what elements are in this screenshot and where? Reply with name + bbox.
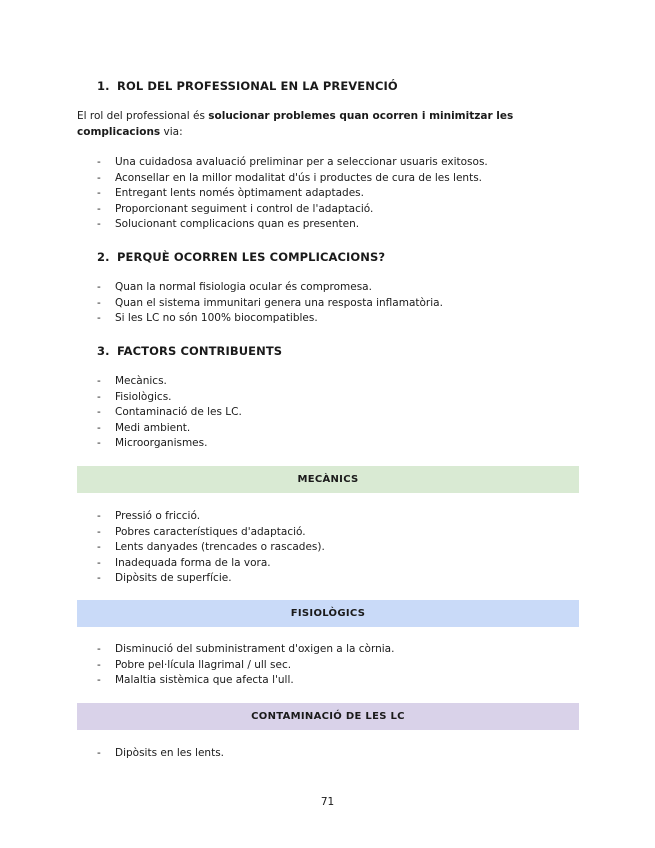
- intro-text: El rol del professional és: [77, 110, 209, 122]
- list-mecanics: [97, 509, 325, 587]
- section-heading-1: [97, 79, 398, 93]
- list-item: - Aconsellar en la millor modalitat d'ús i productes de cura de les lents.: [97, 171, 488, 187]
- list-item: - Mecànics.: [97, 374, 242, 390]
- list-item: - Contaminació de les LC.: [97, 405, 242, 421]
- list-item: - Pobres característiques d'adaptació.: [97, 525, 325, 541]
- list-item: - Lents danyades (trencades o rascades).: [97, 540, 325, 556]
- band-contaminacio: [77, 703, 579, 730]
- intro-paragraph: [77, 108, 582, 140]
- list-item: - Inadequada forma de la vora.: [97, 556, 325, 572]
- section-title: PERQUÈ OCORREN LES COMPLICACIONS?: [117, 250, 386, 264]
- section-number: 2.: [97, 250, 110, 264]
- list-item: - Microorganismes.: [97, 436, 242, 452]
- section-number: 3.: [97, 344, 110, 358]
- list-rol: [97, 155, 488, 233]
- section-heading-2: [97, 250, 385, 264]
- list-item: - Medi ambient.: [97, 421, 242, 437]
- list-item: - Dipòsits en les lents.: [97, 746, 224, 762]
- band-mecanics: [77, 466, 579, 493]
- list-item: - Disminució del subministrament d'oxigen a la còrnia.: [97, 642, 394, 658]
- list-factors: [97, 374, 242, 452]
- band-label: CONTAMINACIÓ DE LES LC: [251, 711, 405, 722]
- list-item: - Quan el sistema immunitari genera una resposta inflamatòria.: [97, 296, 443, 312]
- list-fisiologics: [97, 642, 394, 689]
- section-number: 1.: [97, 79, 110, 93]
- section-title: ROL DEL PROFESSIONAL EN LA PREVENCIÓ: [117, 79, 398, 93]
- list-item: - Proporcionant seguiment i control de l'adaptació.: [97, 202, 488, 218]
- intro-text-end: via:: [160, 126, 183, 138]
- list-item: - Si les LC no són 100% biocompatibles.: [97, 311, 443, 327]
- band-label: MECÀNICS: [297, 474, 359, 485]
- section-title: FACTORS CONTRIBUENTS: [117, 344, 283, 358]
- list-contaminacio: [97, 746, 224, 762]
- list-item: - Quan la normal fisiologia ocular és compromesa.: [97, 280, 443, 296]
- band-fisiologics: [77, 600, 579, 627]
- list-item: - Malaltia sistèmica que afecta l'ull.: [97, 673, 394, 689]
- list-item: - Dipòsits de superfície.: [97, 571, 325, 587]
- list-item: - Una cuidadosa avaluació preliminar per a seleccionar usuaris exitosos.: [97, 155, 488, 171]
- list-item: - Entregant lents només òptimament adaptades.: [97, 186, 488, 202]
- list-item: - Fisiològics.: [97, 390, 242, 406]
- band-label: FISIOLÒGICS: [290, 608, 366, 619]
- list-perque: [97, 280, 443, 327]
- list-item: - Pressió o fricció.: [97, 509, 325, 525]
- list-item: - Solucionant complicacions quan es presenten.: [97, 217, 488, 233]
- page-number: 71: [320, 796, 335, 808]
- section-heading-3: [97, 344, 282, 358]
- intro-bold-text: solucionar problemes quan ocorren i minimitzar les complicacions: [77, 110, 514, 138]
- list-item: - Pobre pel·lícula llagrimal / ull sec.: [97, 658, 394, 674]
